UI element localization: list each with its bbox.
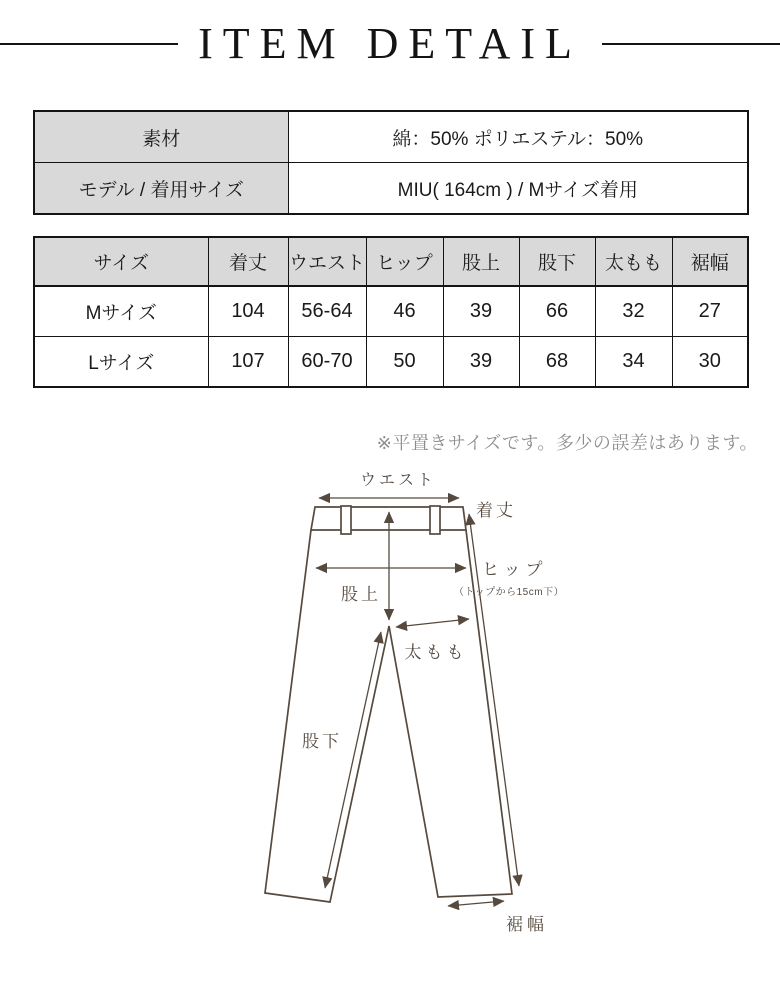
model-size-value: MIU( 164cm ) / Mサイズ着用	[288, 163, 748, 215]
col-header-length: 着丈	[208, 237, 288, 286]
l-inseam: 68	[519, 337, 595, 388]
inseam-label: 股下	[302, 732, 342, 751]
l-length: 107	[208, 337, 288, 388]
belt-loop-left	[341, 506, 351, 534]
col-header-inseam: 股下	[519, 237, 595, 286]
hem-width-arrow	[448, 901, 504, 906]
col-header-rise: 股上	[443, 237, 519, 286]
l-waist: 60-70	[288, 337, 366, 388]
header-left-rule	[0, 43, 178, 45]
belt-loop-right	[430, 506, 440, 534]
material-label: 素材	[34, 111, 288, 163]
size-row-l	[34, 337, 748, 388]
col-header-thigh: 太もも	[595, 237, 672, 286]
inseam-arrow	[325, 632, 381, 888]
size-row-m	[34, 286, 748, 337]
size-name: Mサイズ	[34, 286, 208, 337]
thigh-arrow	[396, 619, 469, 627]
m-rise: 39	[443, 286, 519, 337]
size-chart-header-row	[34, 237, 748, 286]
material-model-table	[33, 110, 749, 215]
table-row	[34, 111, 748, 163]
size-chart-table	[33, 236, 749, 388]
m-hip: 46	[366, 286, 443, 337]
pants-measurement-diagram	[240, 460, 580, 960]
col-header-size: サイズ	[34, 237, 208, 286]
hem-width-label: 裾幅	[506, 915, 548, 934]
page-title: ITEM DETAIL	[198, 19, 582, 68]
l-hip: 50	[366, 337, 443, 388]
l-rise: 39	[443, 337, 519, 388]
hip-label: ヒップ	[482, 560, 548, 579]
col-header-waist: ウエスト	[288, 237, 366, 286]
material-value: 綿：50% ポリエステル：50%	[288, 111, 748, 163]
page-header	[0, 16, 780, 72]
size-name: Lサイズ	[34, 337, 208, 388]
length-label: 着丈	[476, 501, 516, 520]
table-row	[34, 163, 748, 215]
flat-measure-note: ※平置きサイズです。多少の誤差はあります。	[376, 433, 758, 453]
l-thigh: 34	[595, 337, 672, 388]
waist-label: ウエスト	[359, 472, 437, 489]
thigh-label: 太もも	[404, 643, 468, 662]
hip-sub-label: （トップから15cm下）	[453, 587, 565, 598]
m-inseam: 66	[519, 286, 595, 337]
m-thigh: 32	[595, 286, 672, 337]
rise-label: 股上	[341, 585, 381, 604]
col-header-hem: 裾幅	[672, 237, 748, 286]
m-hem: 27	[672, 286, 748, 337]
model-size-label: モデル / 着用サイズ	[34, 163, 288, 215]
header-right-rule	[602, 43, 780, 45]
l-hem: 30	[672, 337, 748, 388]
m-length: 104	[208, 286, 288, 337]
col-header-hip: ヒップ	[366, 237, 443, 286]
m-waist: 56-64	[288, 286, 366, 337]
